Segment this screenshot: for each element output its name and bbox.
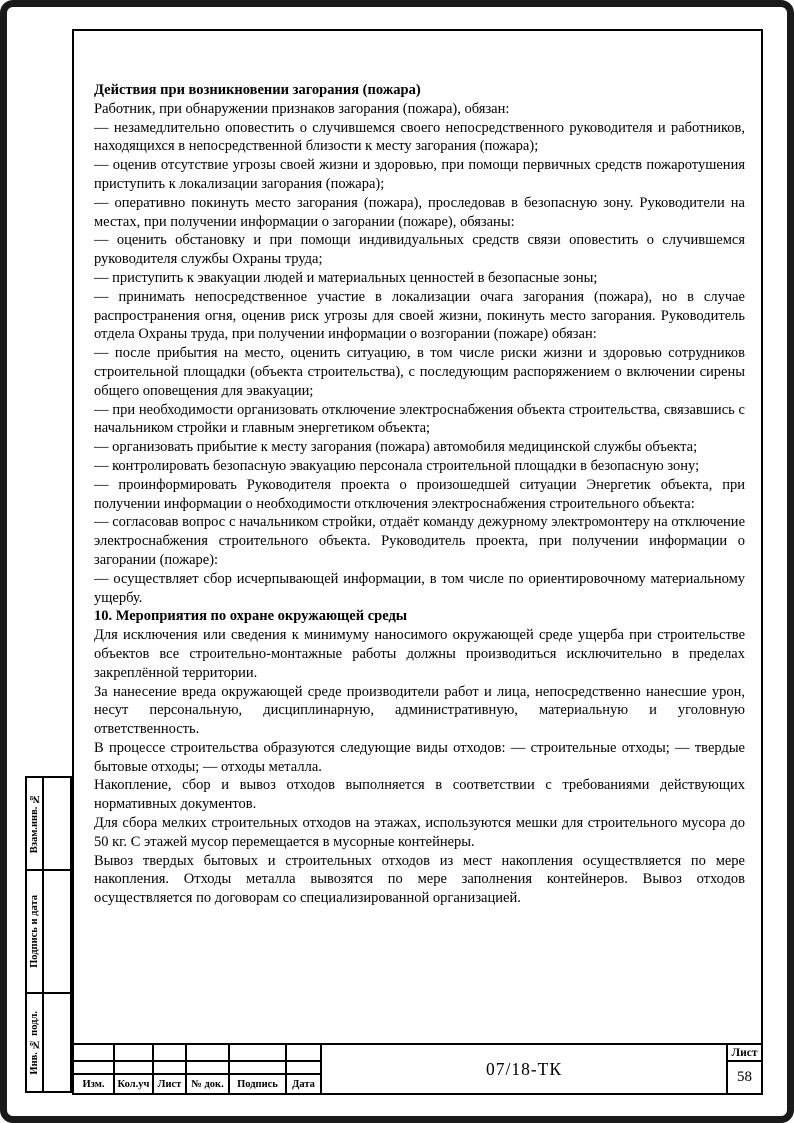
environment-section-heading: 10. Мероприятия по охране окружающей среды xyxy=(94,608,408,625)
paragraph: — контролировать безопасную эвакуацию персонала строительной площадки в безопасную зону; xyxy=(94,457,700,474)
paragraph: В процессе строительства образуются следующие виды отходов: — строительные отходы; — твердые бытовые отходы; — отходы металла. xyxy=(94,739,745,775)
sheet-label: Лист xyxy=(728,1045,761,1062)
paragraph: — проинформировать Руководителя проекта о произошедшей ситуации Энергетик объекта, при получении информации о необходимости отключения электроснабжения строительного объекта: xyxy=(94,476,745,512)
paragraph: — оценив отсутствие угрозы своей жизни и здоровью, при помощи первичных средств пожаротушения приступить к локализации загорания (пожара); xyxy=(94,157,745,192)
revision-empty-cell xyxy=(115,1045,152,1062)
title-block xyxy=(74,1043,761,1093)
revision-empty-cell xyxy=(74,1062,113,1075)
stamp-side-empty-cell xyxy=(44,994,70,1091)
stamp-side-empty-cell xyxy=(44,871,70,992)
revision-column-label: Дата xyxy=(292,1078,315,1090)
paragraph: — оперативно покинуть место загорания (пожара), проследовав в безопасную зону. Руководители на местах, при получении информации о загорании (пожаре), обязаны: xyxy=(94,194,745,230)
revision-empty-cell xyxy=(154,1062,185,1075)
paragraph: — принимать непосредственное участие в локализации очага загорания (пожара), но в случае распространения огня, оценив риск угрозы для своей жизни, покинуть место загорания. Руководитель отдела Охраны труда, при получении информации о возгорании (пожаре) обязан: xyxy=(94,288,745,343)
revision-empty-cell xyxy=(74,1045,113,1062)
revision-empty-cell xyxy=(230,1045,285,1062)
paragraph: За нанесение вреда окружающей среде производители работ и лица, непосредственно нанесшие урон, несут персональную, дисциплинарную, административную, материальную и уголовную ответственность. xyxy=(94,683,745,738)
stamp-side-empty-cell xyxy=(44,778,70,869)
paragraph: Накопление, сбор и вывоз отходов выполняется в соответствии с требованиями действующих нормативных документов. xyxy=(94,777,745,813)
environment-section xyxy=(94,626,745,908)
revision-column-label: № док. xyxy=(191,1078,224,1090)
paragraph: Вывоз твердых бытовых и строительных отходов из мест накопления осуществляется по мере накопления. Отходы металла вывозятся по мере заполнения контейнеров. Вывоз отходов осуществляется по договорам со специализированной организацией. xyxy=(94,852,745,907)
revision-column xyxy=(187,1045,230,1093)
paragraph: — незамедлительно оповестить о случившемся своего непосредственного руководителя и работников, находящихся в непосредственной близости к месту загорания (пожара); xyxy=(94,119,745,155)
revision-empty-cell xyxy=(287,1062,320,1075)
stamp-side-cell xyxy=(25,869,72,994)
stamp-side-label-cell xyxy=(27,994,44,1091)
revision-empty-cell xyxy=(287,1045,320,1062)
fire-actions-section xyxy=(94,100,745,608)
stamp-side-cell xyxy=(25,992,72,1093)
revision-column xyxy=(154,1045,187,1093)
revision-column-label: Кол.уч xyxy=(117,1078,150,1090)
document-code-cell: 07/18-ТК xyxy=(485,1058,563,1079)
stamp-side-label: Инв. № подл. xyxy=(29,1010,40,1075)
left-stamp-column xyxy=(25,776,72,1093)
stamp-side-label: Подпись и дата xyxy=(29,895,40,968)
paragraph: — при необходимости организовать отключение электроснабжения объекта строительства, связавшись с начальником стройки и главным энергетиком объекта; xyxy=(94,401,745,437)
paragraph: — после прибытия на место, оценить ситуацию, в том числе риски жизни и здоровью сотрудников строительной площадки (объекта строительства), с последующим распоряжением о включении сирены общего оповещения для эвакуации; xyxy=(94,345,745,399)
revision-column xyxy=(74,1045,115,1093)
paragraph: — оценить обстановку и при помощи индивидуальных средств связи оповестить о случившемся руководителя службы Охраны труда; xyxy=(94,232,745,268)
revision-empty-cell xyxy=(187,1045,228,1062)
document-frame xyxy=(72,29,763,1095)
document-body xyxy=(94,81,745,1037)
revision-column-label: Подпись xyxy=(237,1078,278,1090)
revision-empty-cell xyxy=(187,1062,228,1075)
revision-column-label: Лист xyxy=(157,1078,182,1090)
stamp-side-label: Взам.инв. № xyxy=(29,793,40,854)
revision-column xyxy=(287,1045,322,1093)
paragraph: — согласовав вопрос с начальником стройки, отдаёт команду дежурному электромонтеру на отключение электроснабжения строительного объекта. Руководитель проекта, при получении информации о загорании (пожаре): xyxy=(94,514,745,568)
sheet-number: 58 xyxy=(737,1069,752,1085)
revision-empty-cell xyxy=(230,1062,285,1075)
paragraph: Для сбора мелких строительных отходов на этажах, используются мешки для строительного мусора до 50 кг. С этажей мусор перемещается в мусорные контейнеры. xyxy=(94,815,745,850)
revision-column xyxy=(230,1045,287,1093)
sheet-column xyxy=(726,1045,761,1093)
paragraph: — осуществляет сбор исчерпывающей информации, в том числе по ориентировочному материальному ущербу. xyxy=(94,570,745,606)
stamp-side-cell xyxy=(25,776,72,871)
paragraph: Для исключения или сведения к минимуму наносимого окружающей среде ущерба при строительстве объектов все строительно-монтажные работы должны производиться исключительно в пределах закреплённой территории. xyxy=(94,627,745,681)
paragraph: — организовать прибытие к месту загорания (пожара) автомобиля медицинской службы объекта; xyxy=(94,439,698,456)
revision-empty-cell xyxy=(154,1045,185,1062)
stamp-side-label-cell xyxy=(27,778,44,869)
revision-table xyxy=(74,1045,322,1093)
revision-column xyxy=(115,1045,154,1093)
paragraph: Работник, при обнаружении признаков загорания (пожара), обязан: xyxy=(94,100,510,117)
fire-actions-heading: Действия при возникновении загорания (пожара) xyxy=(94,82,421,98)
revision-column-label: Изм. xyxy=(82,1078,105,1090)
paragraph: — приступить к эвакуации людей и материальных ценностей в безопасные зоны; xyxy=(94,269,598,286)
revision-empty-cell xyxy=(115,1062,152,1075)
stamp-side-label-cell xyxy=(27,871,44,992)
